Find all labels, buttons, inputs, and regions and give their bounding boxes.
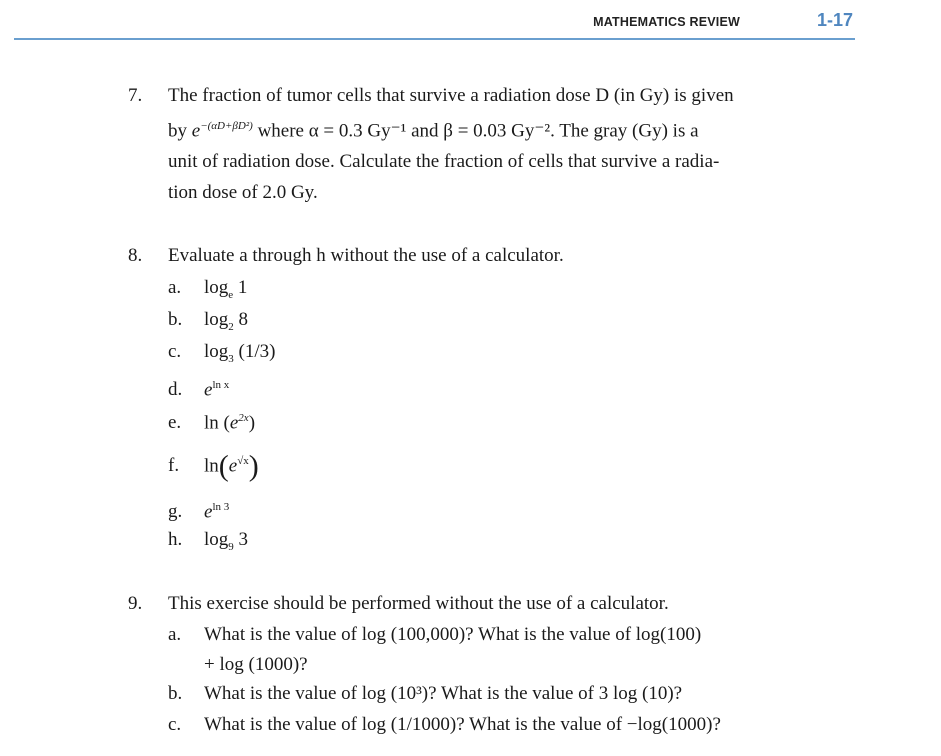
log-argument: 1 — [233, 277, 248, 298]
problem-7-line-1: The fraction of tumor cells that survive a radiation dose D (in Gy) is given — [168, 85, 734, 106]
ln-text: ln ( — [204, 412, 230, 434]
problem-number: 7. — [128, 85, 143, 106]
exp-power: ln x — [212, 379, 230, 391]
exp-power: 2x — [238, 412, 249, 424]
log-base: 3 — [228, 352, 234, 365]
log-text: log — [204, 341, 229, 362]
problem-8 — [128, 240, 858, 271]
item-label: a. — [168, 277, 182, 298]
problem-7-by: by — [168, 120, 187, 142]
item-label: a. — [168, 624, 182, 645]
item-text-line-1: What is the value of log (100,000)? What is the value of log(100) — [204, 624, 702, 645]
log-text: log — [204, 309, 229, 330]
log-text: log — [204, 277, 229, 298]
problem-9 — [128, 588, 858, 619]
log-text: log — [204, 529, 229, 550]
running-head: MATHEMATICS REVIEW — [593, 15, 740, 29]
problem-7-line-2 — [168, 111, 858, 146]
problem-8-item-h — [168, 524, 248, 563]
log-argument: (1/3) — [233, 341, 276, 362]
problem-7-line-4: tion dose of 2.0 Gy. — [168, 182, 318, 204]
exp-power: √x — [237, 455, 249, 467]
problem-8-item-d — [168, 370, 229, 405]
item-label: e. — [168, 412, 182, 434]
item-label: h. — [168, 529, 183, 550]
item-label: b. — [168, 683, 183, 704]
page-header — [14, 8, 855, 40]
item-label: b. — [168, 309, 183, 330]
problem-8-item-g — [168, 492, 229, 527]
exp-base: e — [204, 379, 213, 401]
item-text-line-2: + log (1000)? — [204, 654, 308, 675]
log-base: e — [228, 288, 234, 301]
formula-base: e — [191, 120, 201, 142]
problem-9-item-b — [168, 679, 858, 709]
problem-8-item-f: f. $\ln(e^{√x})$ — [168, 449, 259, 483]
exp-base: e — [229, 412, 239, 434]
formula-exponent: −(αD+βD²) — [200, 120, 253, 132]
exp-base: e — [204, 501, 213, 523]
page-number: 1-17 — [816, 10, 853, 30]
item-text: What is the value of log (1/1000)? What is the value of −log(1000)? — [204, 714, 721, 735]
problem-number: 8. — [128, 245, 143, 266]
problem-text — [168, 80, 858, 208]
problem-7 — [128, 80, 858, 208]
exp-base: e — [228, 455, 238, 477]
problem-9-item-a — [168, 620, 858, 680]
item-label: g. — [168, 501, 183, 523]
log-base: 9 — [228, 540, 234, 553]
log-argument: 8 — [233, 309, 249, 330]
item-label: d. — [168, 379, 183, 401]
problem-text: Evaluate a through h without the use of a calculator. — [168, 245, 564, 266]
log-base: 2 — [228, 320, 234, 333]
item-label: c. — [168, 341, 182, 362]
problem-text: This exercise should be performed without the use of a calculator. — [168, 593, 669, 614]
item-label: f. — [168, 455, 180, 477]
log-argument: 3 — [233, 529, 249, 550]
problem-9-item-c — [168, 710, 858, 740]
problem-number: 9. — [128, 593, 143, 614]
close-paren: ) — [248, 412, 256, 434]
ln-text: ln — [204, 455, 219, 477]
exp-power: ln 3 — [212, 501, 230, 513]
item-text: What is the value of log (10³)? What is the value of 3 log (10)? — [204, 683, 683, 704]
item-label: c. — [168, 714, 182, 735]
problem-8-item-c — [168, 336, 275, 375]
problem-7-line-2-rest: where α = 0.3 Gy⁻¹ and β = 0.03 Gy⁻². The gray (Gy) is a — [257, 120, 699, 142]
problem-8-item-e — [168, 403, 255, 438]
problem-7-line-3: unit of radiation dose. Calculate the fraction of cells that survive a radia- — [168, 151, 720, 173]
